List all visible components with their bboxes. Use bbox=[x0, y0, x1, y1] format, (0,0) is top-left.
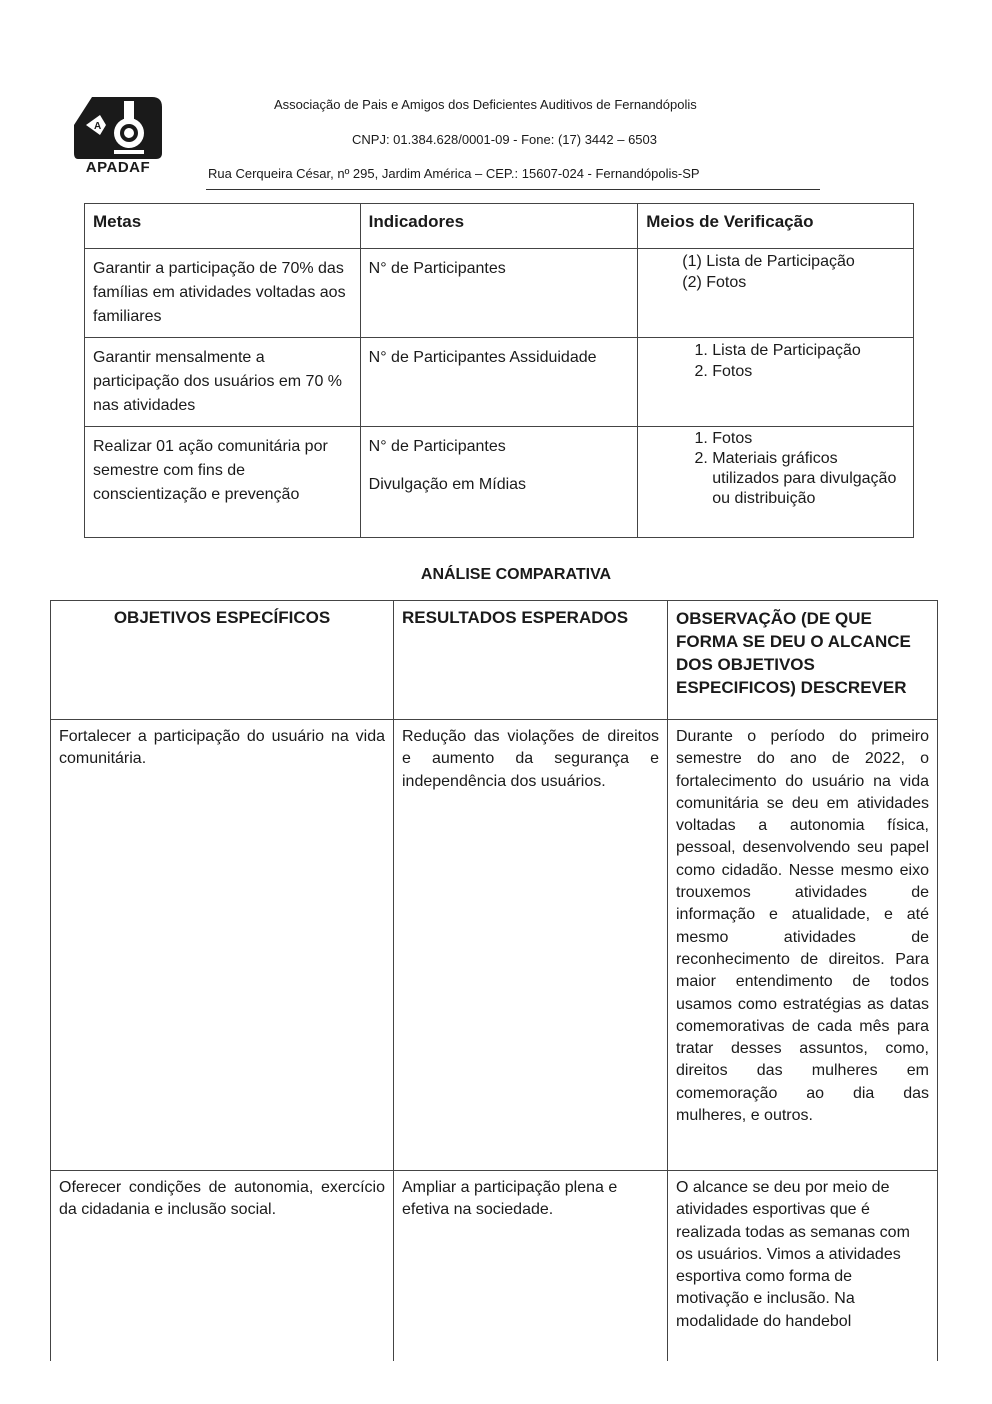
observacao-cell: Durante o período do primeiro semestre do ano de 2022, o fortalecimento do usuário na vida comunitária se deu em atividades voltadas a autonomia física, pessoal, desenvolvendo seu papel como cidadão. Nesse mesmo eixo trouxemos atividades de informação e atualidade, e até mesmo atividades de reconhecimento de direitos. Para maior entendimento de todos usamos como estratégias as datas comemorativas de cada mês para tratar desses assuntos, como, direitos das mulheres em comemoração ao dia das mulheres, e outros. bbox=[668, 720, 938, 1171]
meta-cell: Realizar 01 ação comunitária por semestre com fins de conscientização e prevenção bbox=[85, 427, 361, 538]
table-row bbox=[85, 249, 914, 338]
objetivo-cell: Fortalecer a participação do usuário na vida comunitária. bbox=[51, 720, 394, 1171]
table-header-row bbox=[85, 204, 914, 249]
verificacao-item: 2. Materiais gráficos utilizados para divulgação ou distribuição bbox=[712, 449, 905, 509]
meta-cell: Garantir mensalmente a participação dos usuários em 70 % nas atividades bbox=[85, 338, 361, 427]
section-title: ANÁLISE COMPARATIVA bbox=[420, 566, 612, 583]
table-row bbox=[85, 338, 914, 427]
org-contact: CNPJ: 01.384.628/0001-09 - Fone: (17) 3442 – 6503 bbox=[352, 132, 657, 147]
indicador-cell bbox=[360, 427, 638, 538]
meta-cell: Garantir a participação de 70% das famílias em atividades voltadas aos familiares bbox=[85, 249, 361, 338]
verificacao-item: 1. Lista de Participação bbox=[712, 340, 905, 361]
indicador-item: N° de Participantes bbox=[368, 438, 506, 455]
table-header-row bbox=[51, 601, 938, 720]
apadaf-logo bbox=[72, 95, 164, 176]
indicador-cell bbox=[360, 249, 638, 338]
header-meios-verificacao: Meios de Verificação bbox=[638, 204, 914, 249]
indicador-cell bbox=[360, 338, 638, 427]
table-row bbox=[51, 1171, 938, 1362]
verificacao-item bbox=[682, 251, 905, 272]
verificacao-item: 1. Fotos bbox=[712, 429, 905, 449]
verificacao-cell bbox=[638, 338, 914, 427]
list-number: (2) bbox=[682, 274, 707, 291]
list-number: (1) bbox=[682, 253, 707, 270]
org-name: Associação de Pais e Amigos dos Deficientes Auditivos de Fernandópolis bbox=[274, 97, 697, 112]
header-indicadores: Indicadores bbox=[360, 204, 638, 249]
verificacao-item: 2. Fotos bbox=[712, 361, 905, 382]
header-metas: Metas bbox=[85, 204, 361, 249]
ear-logo-icon bbox=[72, 95, 164, 161]
indicador-item: N° de Participantes Assiduidade bbox=[368, 349, 597, 366]
header-observacao: OBSERVAÇÃO (DE QUE FORMA SE DEU O ALCANCE DOS OBJETIVOS ESPECIFICOS) DESCREVER bbox=[668, 601, 938, 720]
table-row bbox=[51, 720, 938, 1171]
org-address: Rua Cerqueira César, nº 295, Jardim América – CEP.: 15607-024 - Fernandópolis-SP bbox=[208, 166, 700, 181]
header-resultados: RESULTADOS ESPERADOS bbox=[394, 601, 668, 720]
svg-text:A: A bbox=[94, 121, 102, 132]
logo-wordmark: APADAF bbox=[85, 159, 151, 176]
verificacao-list bbox=[646, 340, 905, 382]
verificacao-item-text: Fotos bbox=[706, 274, 747, 291]
verificacao-item bbox=[682, 272, 905, 293]
header-divider bbox=[206, 189, 820, 190]
observacao-cell: O alcance se deu por meio de atividades esportivas que é realizada todas as semanas com os usuários. Vimos a atividades esportiva como forma de motivação e inclusão. Na modalidade do handebol bbox=[668, 1171, 938, 1362]
verificacao-cell bbox=[638, 427, 914, 538]
verificacao-cell bbox=[638, 249, 914, 338]
resultado-cell: Ampliar a participação plena e efetiva na sociedade. bbox=[394, 1171, 668, 1362]
verificacao-item-text: Lista de Participação bbox=[706, 253, 855, 270]
indicador-item: N° de Participantes bbox=[368, 260, 506, 277]
resultado-cell: Redução das violações de direitos e aumento da segurança e independência dos usuários. bbox=[394, 720, 668, 1171]
indicador-item: Divulgação em Mídias bbox=[368, 476, 527, 493]
table-row bbox=[85, 427, 914, 538]
verificacao-list bbox=[646, 429, 905, 509]
metas-table bbox=[84, 203, 914, 538]
verificacao-list bbox=[646, 251, 905, 293]
header-objetivos: OBJETIVOS ESPECÍFICOS bbox=[51, 601, 394, 720]
analise-comparativa-table bbox=[50, 600, 938, 1361]
objetivo-cell: Oferecer condições de autonomia, exercício da cidadania e inclusão social. bbox=[51, 1171, 394, 1362]
